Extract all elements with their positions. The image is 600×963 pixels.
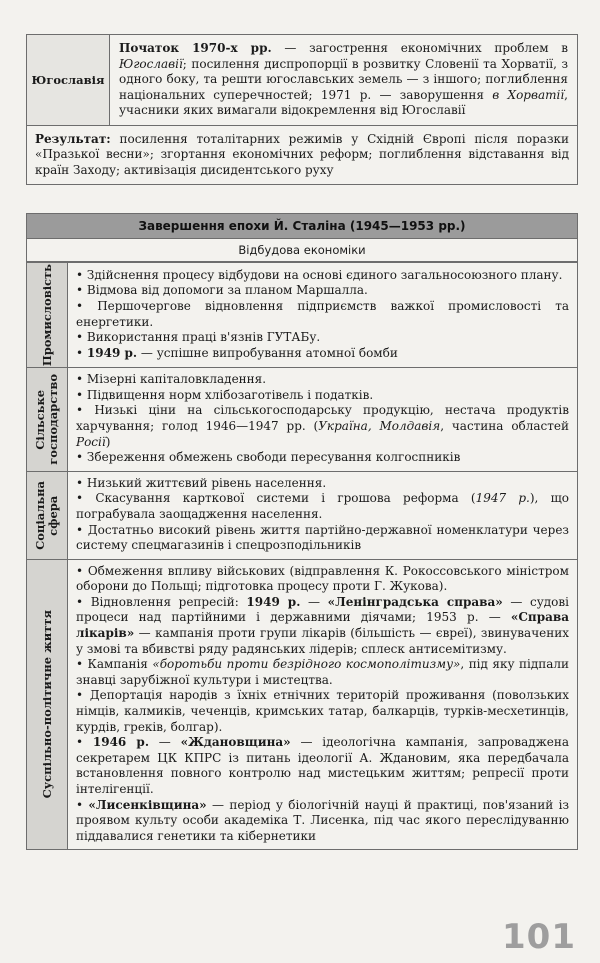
bullet-item	[76, 299, 569, 330]
category-row	[27, 368, 578, 472]
text-run: Достатньо високий рівень життя партійно-державної номенклатури через систему спецмагазинів і спецрозподільників	[76, 522, 569, 553]
row-bullets	[68, 559, 578, 850]
text-run: Здійснення процесу відбудови на основі єдиного загальносоюзного плану.	[86, 267, 563, 282]
text-run: Низький життєвий рівень населення.	[86, 475, 327, 490]
row-label	[27, 471, 68, 559]
text-run: Скасування карткової системи і грошова реформа (	[95, 491, 476, 506]
text-run: Відновлення репресій:	[90, 594, 247, 609]
text-run: Україна, Молдавія	[318, 418, 441, 433]
text-run: Росії	[76, 434, 106, 449]
text-run: ; посилення диспропорції в розвитку Словенії та Хорватії, з одного боку, та решти югославських земель — з іншого; поглиблення національних суперечностей; 1971 р. — заворушення	[119, 56, 568, 102]
bullet-item	[76, 491, 569, 522]
text-run: «Справа лікарів»	[76, 610, 569, 641]
text-run: «боротьби проти безрідного космополітизму»	[152, 657, 461, 672]
row-label-text: Сільське господарство	[33, 374, 60, 465]
text-run: — період у біологічній науці й практиці, пов'язаний із проявом культу особи академіка Т. Лисенка, під час якого переслідуванню піддавалися генетики та кібернетики	[76, 797, 569, 843]
text-run: Відмова від допомоги за планом Маршалла.	[86, 283, 368, 298]
text-run: ), що пограбувала заощадження населення.	[76, 491, 569, 521]
text-run: Збереження обмежень свободи пересування колгоспників	[86, 450, 461, 465]
text-run: , під яку підпали знавці зарубіжної культури і мистецтва.	[76, 657, 569, 687]
bullet-item	[76, 657, 569, 688]
category-row	[27, 471, 578, 559]
bullet-item	[76, 330, 569, 346]
bullet-item	[76, 388, 569, 404]
bullet-item	[76, 798, 569, 845]
text-run: в Хорватії	[492, 87, 565, 102]
text-run: , учасники яких вимагали відокремлення від Югославії	[119, 87, 568, 117]
bullet-item	[76, 346, 569, 362]
text-run: — кампанія проти групи лікарів (більшість — євреї), звинувачених у змові та вбивстві ряду радянських лідерів; сплеск антисемітизму.	[76, 626, 569, 656]
stalin-table	[26, 262, 578, 850]
bullet-item	[76, 372, 569, 388]
text-run: Депортація народів з їхніх етнічних територій проживання (поволзьких німців, калмиків, чеченців, кримських татар, балкарців, турків-месхетинців, курдів, греків, болгар).	[76, 688, 569, 734]
text-run: —	[300, 594, 328, 609]
row-bullets	[68, 263, 578, 368]
text-run: — успішне випробування атомної бомби	[137, 345, 398, 360]
text-run: Використання праці в'язнів ГУТАБу.	[86, 330, 321, 345]
text-run: )	[105, 434, 111, 449]
row-label	[27, 368, 68, 472]
row-label	[27, 263, 68, 368]
yugoslavia-table	[26, 34, 578, 185]
row-label-text: Суспільно-політичне життя	[39, 610, 54, 799]
bullet-item	[76, 688, 569, 735]
page-number: 101	[502, 917, 576, 957]
text-run: 1947 р.	[475, 491, 530, 506]
text-run: — загострення економічних проблем в	[271, 41, 568, 55]
text-run: — ідеологічна кампанія, запроваджена секретарем ЦК КПРС із питань ідеології А. Ждановим, яка передбачала встановлення повного контролю над мистецьким життям; репресії проти інтелігенції.	[76, 735, 569, 797]
text-run: Кампанія	[87, 657, 153, 672]
text-run: 1946 р.	[92, 735, 149, 750]
category-row	[27, 263, 578, 368]
text-run: Низькі ціни на сільськогосподарську продукцію, нестача продуктів харчування; голод 1946—1947 рр. (	[76, 403, 569, 433]
bullet-item	[76, 564, 569, 595]
section-subtitle: Відбудова економіки	[26, 239, 578, 262]
category-row	[27, 559, 578, 850]
text-run: «Ждановщина»	[180, 735, 291, 750]
text-run: Початок 1970-х рр.	[119, 41, 272, 55]
text-run: «Лисенківщина»	[88, 797, 207, 812]
result-text	[27, 125, 578, 185]
bullet-item	[76, 523, 569, 554]
section-title: Завершення епохи Й. Сталіна (1945—1953 рр.)	[26, 213, 578, 239]
yugoslavia-label: Югославія	[27, 35, 110, 126]
text-run: Югославії	[119, 56, 183, 71]
bullet-item	[76, 450, 569, 466]
row-label	[27, 559, 68, 850]
row-bullets	[68, 471, 578, 559]
bullet-item	[76, 595, 569, 657]
row-bullets	[68, 368, 578, 472]
bullet-item	[76, 476, 569, 492]
page-content	[26, 34, 578, 850]
text-run: 1949 р.	[246, 594, 301, 609]
bullet-item	[76, 403, 569, 450]
yugoslavia-text	[110, 35, 578, 126]
row-label-text: Промисловість	[39, 264, 54, 367]
text-run: Обмеження впливу військових (відправлення К. Рокоссовського міністром оборони до Польщі; підготовка процесу проти Г. Жукова).	[76, 563, 569, 594]
stalin-section	[26, 213, 578, 850]
bullet-item	[76, 283, 569, 299]
text-run: Першочергове відновлення підприємств важкої промисловості та енергетики.	[76, 298, 569, 329]
bullet-item	[76, 735, 569, 797]
text-run: —	[149, 735, 181, 750]
text-run: Підвищення норм хлібозаготівель і податків.	[86, 387, 374, 402]
text-run: — судові процеси над партійними і державними діячами; 1953 р. —	[76, 594, 569, 625]
text-run: 1949 р.	[86, 345, 138, 360]
text-run: посилення тоталітарних режимів у Східній Європі після поразки «Празької весни»; згортання економічних реформ; поглиблення відставання від країн Заходу; активізація дисидентського руху	[35, 131, 569, 177]
row-label-text: Соціальна сфера	[33, 480, 60, 550]
bullet-item	[76, 268, 569, 284]
text-run: «Ленінградська справа»	[327, 594, 503, 609]
text-run: Мізерні капіталовкладення.	[86, 372, 267, 387]
text-run: Результат:	[35, 131, 111, 146]
text-run: , частина областей	[440, 418, 570, 433]
